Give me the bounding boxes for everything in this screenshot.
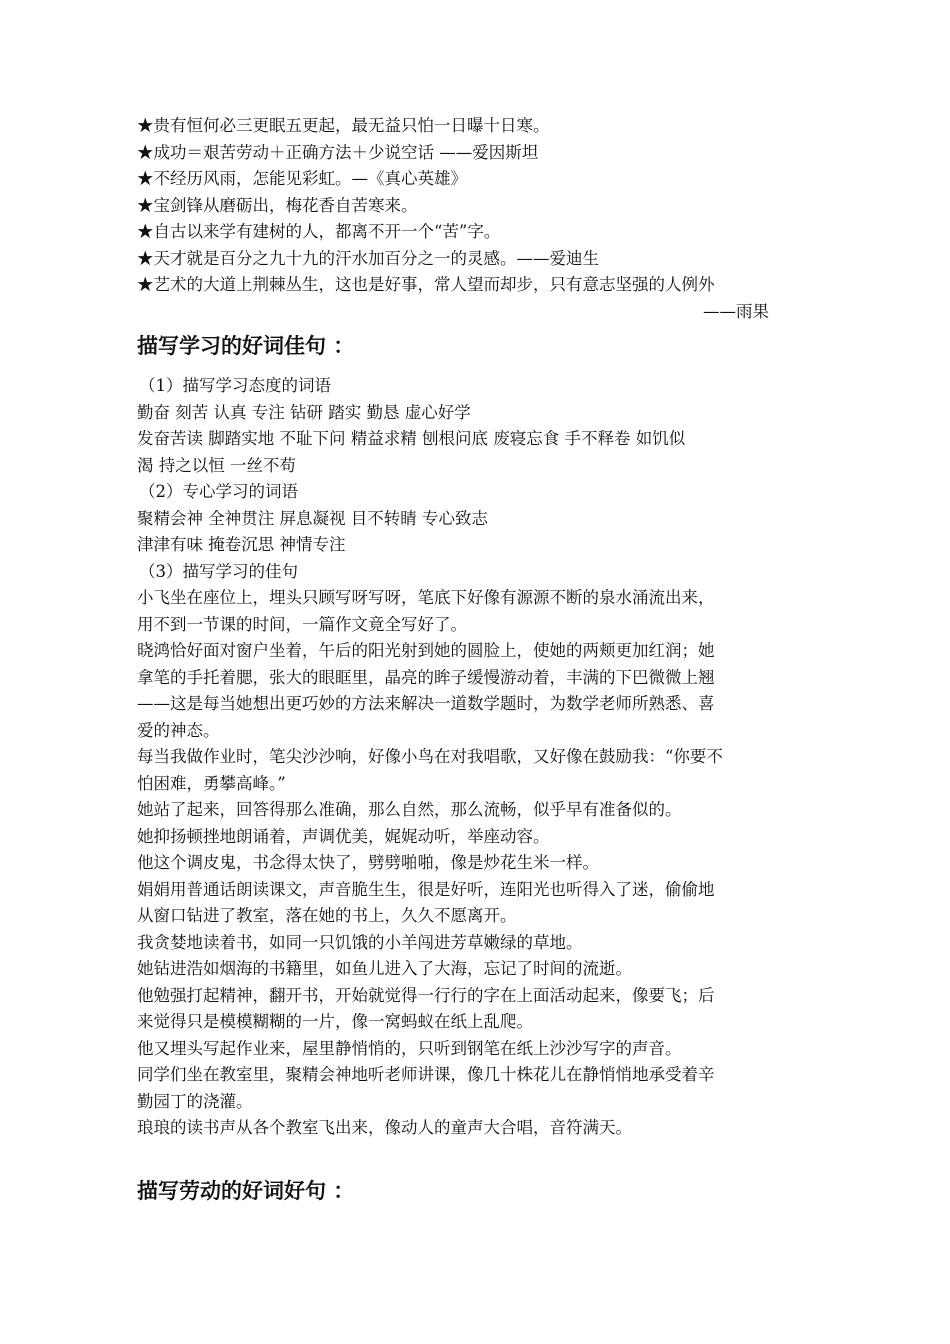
sentence-line: 娟娟用普通话朗读课文，声音脆生生，很是好听，连阳光也听得入了迷，偷偷地 (137, 879, 715, 899)
quote-line: ★成功＝艰苦劳动＋正确方法＋少说空话 ——爱因斯坦 (137, 142, 539, 162)
sentence-line: 他这个调皮鬼，书念得太快了，劈劈啪啪，像是炒花生米一样。 (137, 853, 599, 872)
subsection-title: （1）描写学习态度的词语 (139, 376, 331, 395)
sentence-line: 她抑扬顿挫地朗诵着，声调优美，娓娓动听，举座动容。 (137, 826, 550, 846)
word-list-line: 发奋苦读 脚踏实地 不耻下问 精益求精 刨根问底 废寝忘食 手不释卷 如饥似 (137, 429, 686, 448)
sentence-line: 她钻进浩如烟海的书籍里，如鱼儿进入了大海，忘记了时间的流逝。 (137, 959, 632, 978)
quote-line: ★宝剑锋从磨砺出，梅花香自苦寒来。 (137, 195, 418, 215)
sentence-line: 来觉得只是模模糊糊的一片，像一窝蚂蚁在纸上乱爬。 (137, 1012, 533, 1031)
word-list-line: 津津有味 掩卷沉思 神情专注 (137, 535, 346, 554)
quote-line: ★自古以来学有建树的人，都离不开一个“苦”字。 (137, 222, 501, 241)
sentence-line: 她站了起来，回答得那么准确，那么自然，那么流畅，似乎早有准备似的。 (137, 800, 682, 819)
sentence-line: 用不到一节课的时间，一篇作文竟全写好了。 (137, 614, 467, 634)
section-heading-labor: 描写劳动的好词好句 ： (137, 1178, 355, 1203)
quote-line: ★艺术的大道上荆棘丛生，这也是好事，常人望而却步，只有意志坚强的人例外 (137, 275, 715, 294)
sentence-line: ——这是每当她想出更巧妙的方法来解决一道数学题时，为数学老师所熟悉、喜 (137, 694, 715, 713)
sentence-line: 他又埋头写起作业来，屋里静悄悄的，只听到钢笔在纸上沙沙写字的声音。 (137, 1038, 682, 1058)
sentence-line: 晓鸿恰好面对窗户坐着，午后的阳光射到她的圆脸上，使她的两颊更加红润；她 (137, 641, 715, 660)
sentence-line: 琅琅的读书声从各个教室飞出来，像动人的童声大合唱，音符满天。 (137, 1118, 632, 1137)
quote-line: ★不经历风雨，怎能见彩虹。—《真心英雄》 (137, 169, 467, 188)
sentence-line: 爱的神态。 (137, 720, 220, 740)
word-list-line: 聚精会神 全神贯注 屏息凝视 目不转睛 专心致志 (137, 508, 488, 528)
sentence-line: 勤园丁的浇灌。 (137, 1091, 253, 1111)
sentence-line: 怕困难，勇攀高峰。” (137, 773, 286, 793)
sentence-line: 每当我做作业时，笔尖沙沙响，好像小鸟在对我唱歌，又好像在鼓励我：“你要不 (137, 747, 723, 766)
sentence-line: 从窗口钻进了教室，落在她的书上，久久不愿离开。 (137, 906, 517, 925)
subsection-title: （2）专心学习的词语 (139, 482, 298, 501)
subsection-title: （3）描写学习的佳句 (139, 561, 298, 581)
quote-line: ★贵有恒何必三更眠五更起，最无益只怕一日曝十日寒。 (137, 116, 550, 135)
quote-line: ★天才就是百分之九十九的汗水加百分之一的灵感。——爱迪生 (137, 248, 599, 268)
word-list-line: 勤奋 刻苦 认真 专注 钻研 踏实 勤恳 虚心好学 (137, 402, 471, 422)
document-page (137, 113, 817, 1206)
quotes-block (137, 113, 817, 325)
sentence-line: 小飞坐在座位上，埋头只顾写呀写呀，笔底下好像有源源不断的泉水涌流出来， (137, 588, 715, 607)
quote-author: ——雨果 (703, 301, 769, 321)
sentence-line: 他勉强打起精神，翻开书，开始就觉得一行行的字在上面活动起来，像要飞；后 (137, 985, 715, 1005)
word-list-line: 渴 持之以恒 一丝不苟 (137, 455, 296, 475)
sentence-line: 同学们坐在教室里，聚精会神地听老师讲课，像几十株花儿在静悄悄地承受着辛 (137, 1065, 715, 1084)
sentence-line: 我贪婪地读着书，如同一只饥饿的小羊闯进芳草嫩绿的草地。 (137, 932, 583, 952)
sentence-line: 拿笔的手托着腮，张大的眼眶里，晶亮的眸子缓慢游动着，丰满的下巴微微上翘 (137, 667, 715, 687)
section-heading-study: 描写学习的好词佳句 ： (137, 334, 355, 358)
